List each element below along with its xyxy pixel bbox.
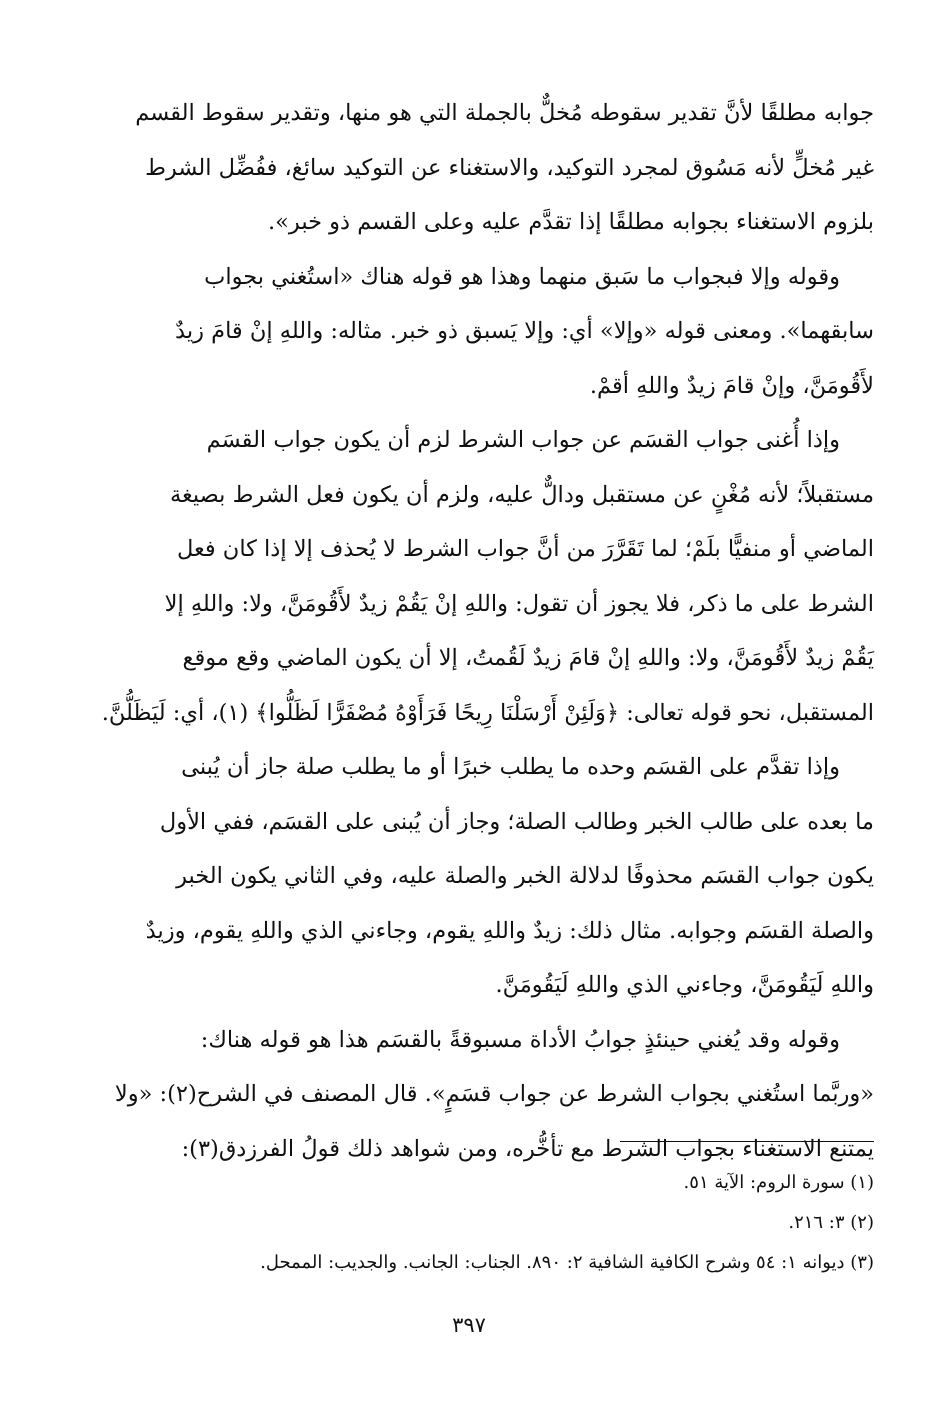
text-line: بلزوم الاستغناء بجوابه مطلقًا إذا تقدَّم عليه وعلى القسم ذو خبر». bbox=[267, 209, 874, 235]
text-line: مستقبلاً؛ لأنه مُغْنٍ عن مستقبل ودالٌّ عليه، ولزم أن يكون فعل الشرط بصيغة bbox=[169, 481, 874, 508]
paragraph-start-line: وقوله وإلا فبجواب ما سَبق منهما وهذا هو قوله هناك «استُغني بجواب bbox=[204, 263, 840, 290]
paragraph-start-line: وإذا تقدَّم على القسَم وحده ما يطلب خبرًا أو ما يطلب صلة جاز أن يُبنى bbox=[181, 754, 840, 780]
text-line: لأَقُومَنَّ، وإنْ قامَ زيدٌ واللهِ أقمْ. bbox=[589, 372, 874, 399]
text-line: «وربَّما استُغني بجواب الشرط عن جواب قسَمٍ». قال المصنف في الشرح(٢): «ولا bbox=[114, 1081, 874, 1107]
footnote-1: (١) سورة الروم: الآية ٥١. bbox=[683, 1172, 874, 1193]
footnote-2: (٢) ٣: ٢١٦. bbox=[788, 1212, 874, 1233]
text-line: غير مُخلٍّ لأنه مَسُوق لمجرد التوكيد، والاستغناء عن التوكيد سائغ، ففُضِّل الشرط bbox=[145, 154, 874, 181]
text-line: الشرط على ما ذكر، فلا يجوز أن تقول: واللهِ إنْ يَقُمْ زيدٌ لأَقُومَنَّ، ولا: واللهِ إلا bbox=[164, 590, 874, 617]
text-line: والصلة القسَم وجوابه. مثال ذلك: زيدٌ واللهِ يقوم، وجاءني الذي واللهِ يقوم، وزيدٌ bbox=[145, 917, 874, 944]
footnote-separator bbox=[620, 1141, 874, 1142]
text-line: سابقهما». ومعنى قوله «وإلا» أي: وإلا يَسبق ذو خبر. مثاله: واللهِ إنْ قامَ زيدٌ bbox=[175, 318, 874, 344]
page-number: ٣٩٧ bbox=[452, 1313, 486, 1337]
text-line: ما بعده على طالب الخبر وطالب الصلة؛ وجاز أن يُبنى على القسَم، ففي الأول bbox=[159, 808, 874, 835]
text-line: الماضي أو منفيًّا بلَمْ؛ لما تَقَرَّرَ من أنَّ جواب الشرط لا يُحذف إلا إذا كان فعل bbox=[177, 536, 874, 562]
paragraph-start-line: وإذا أُغنى جواب القسَم عن جواب الشرط لزم أن يكون جواب القسَم bbox=[206, 427, 840, 453]
text-line: يَقُمْ زيدٌ لأَقُومَنَّ، ولا: واللهِ إنْ قامَ زيدٌ لَقُمتُ، إلا أن يكون الماضي وقع موقع bbox=[182, 645, 874, 671]
footnotes bbox=[160, 1163, 874, 1283]
text-line: جوابه مطلقًا لأنَّ تقدير سقوطه مُخلٌّ بالجملة التي هو منها، وتقدير سقوط القسم bbox=[135, 100, 874, 126]
quran-verse-line: المستقبل، نحو قوله تعالى: ﴿وَلَئِنْ أَرْسَلْنَا رِيحًا فَرَأَوْهُ مُصْفَرًّا لَظَلُّوا﴾ (١)، أي: لَيَظَلُّنَّ. bbox=[101, 699, 874, 726]
paragraph-start-line: وقوله وقد يُغني حينئذٍ جوابُ الأداة مسبوقةً بالقسَم هذا هو قوله هناك: bbox=[200, 1026, 840, 1053]
footnote-3: (٣) ديوانه ١: ٥٤ وشرح الكافية الشافية ٢: ٨٩٠. الجناب: الجانب. والجديب: الممحل. bbox=[260, 1252, 874, 1273]
text-line: يمتنع الاستغناء بجواب الشرط مع تأخُّره، ومن شواهد ذلك قولُ الفرزدق(٣): bbox=[181, 1135, 874, 1162]
text-line: يكون جواب القسَم محذوفًا لدلالة الخبر والصلة عليه، وفي الثاني يكون الخبر bbox=[176, 863, 874, 889]
body-text bbox=[101, 86, 874, 1176]
text-line: واللهِ لَيَقُومَنَّ، وجاءني الذي واللهِ لَيَقُومَنَّ. bbox=[495, 972, 874, 998]
